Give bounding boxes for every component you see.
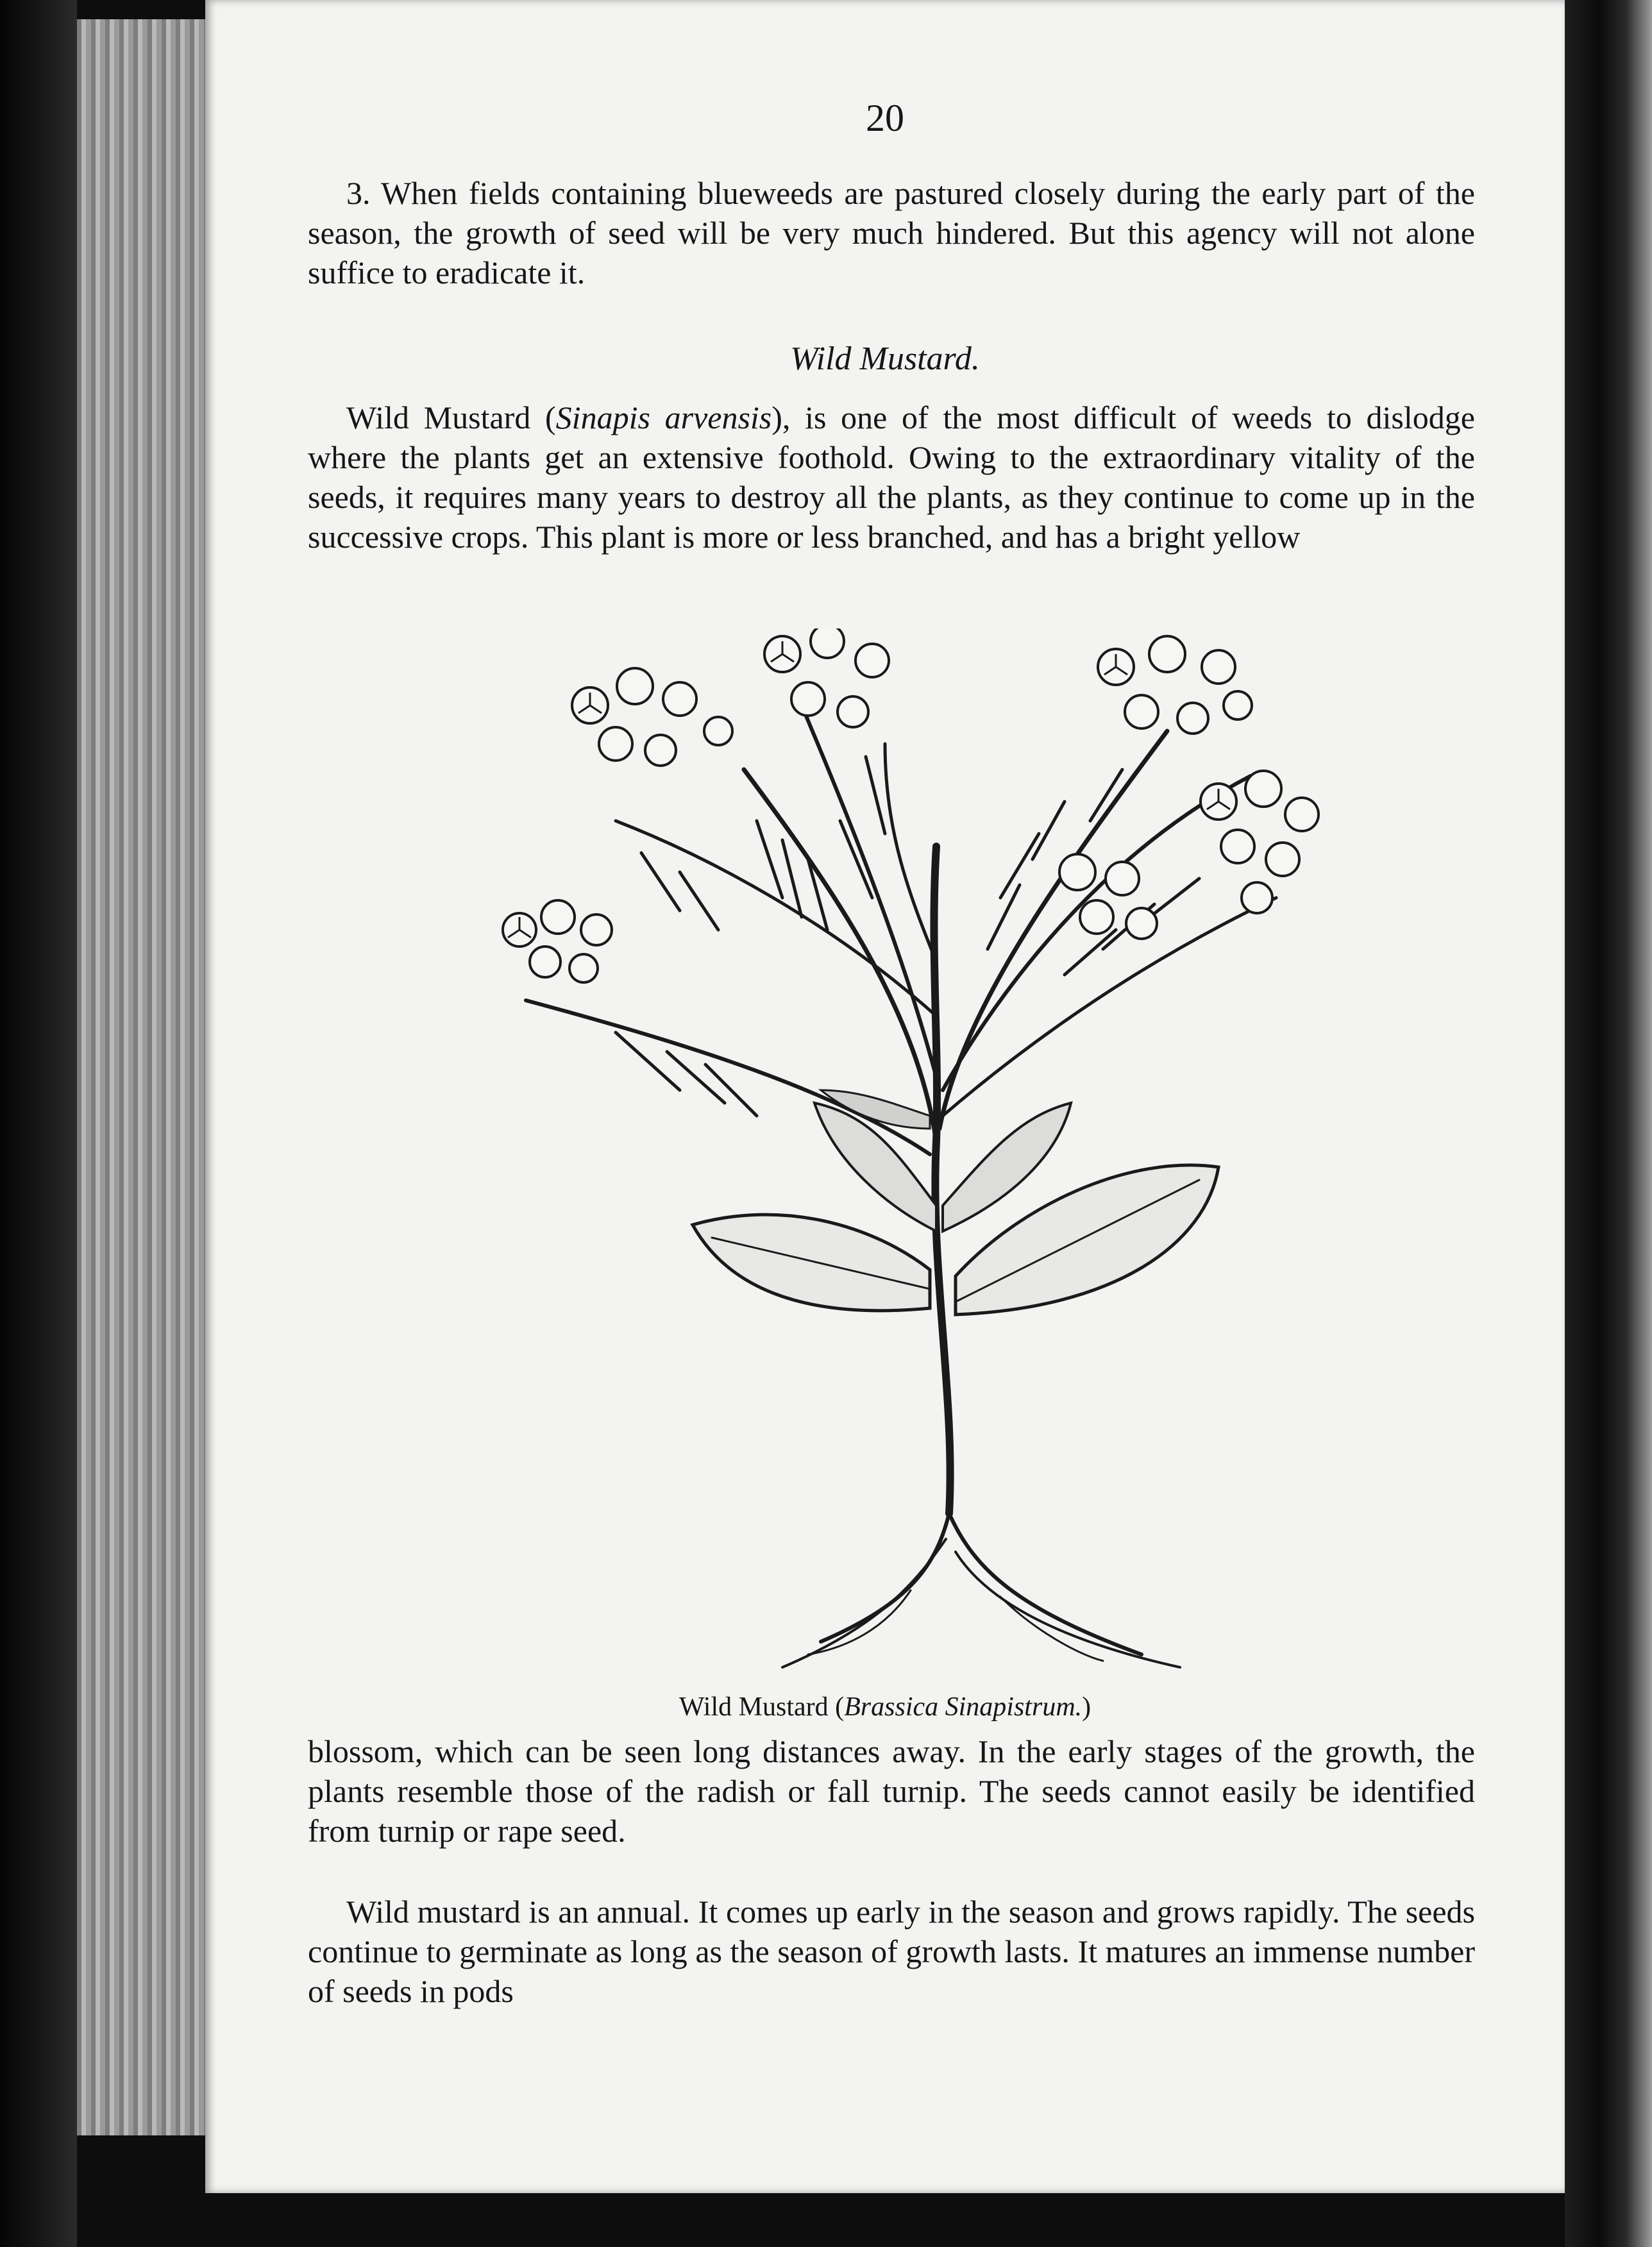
paragraph-wild-mustard-intro	[308, 398, 1475, 557]
paragraph-blossom	[308, 1731, 1475, 1851]
book-spine-shadow	[0, 0, 77, 2247]
section-heading: Wild Mustard.	[790, 341, 980, 377]
book-page	[205, 0, 1565, 2193]
paragraph-annual	[308, 1892, 1475, 2011]
caption-scientific-name: Brassica Sinapistrum.	[844, 1692, 1083, 1722]
page-edges	[77, 19, 208, 2135]
paragraph-annual-text: Wild mustard is an annual. It comes up early in the season and grows rapidly. The seeds continue to germinate as long as the season of growth lasts. It matures an immense number of seeds in pods	[308, 1894, 1475, 2009]
intro-rest: ), is one of the most difficult of weeds to dislodge where the plants get an extensive foothold. Owing to the extraordinary vitality of the seeds, it requires many years to destroy all the plants, as they continue to come up in the successive crops. This plant is more or less branched, and has a bright yellow	[308, 400, 1475, 555]
book-right-edge	[1565, 0, 1652, 2247]
intro-prefix: Wild Mustard (	[346, 400, 556, 435]
page-number: 20	[866, 97, 904, 139]
caption-prefix: Wild Mustard (	[678, 1692, 845, 1722]
paragraph-pasturing	[308, 173, 1475, 292]
figure-caption	[205, 1692, 1565, 1722]
paragraph-blossom-text: blossom, which can be seen long distances away. In the early stages of the growth, the plants resemble those of the radish or fall turnip. The seeds cannot easily be identified from turnip or rape seed.	[308, 1733, 1475, 1849]
intro-scientific-name: Sinapis arvensis	[555, 400, 772, 435]
caption-suffix: )	[1082, 1692, 1092, 1722]
wild-mustard-illustration	[423, 628, 1565, 1680]
paragraph-pasturing-text: 3. When fields containing blueweeds are pastured closely during the early part of the season, the growth of seed will be very much hindered. But this agency will not alone suffice to eradicate it.	[308, 175, 1475, 290]
